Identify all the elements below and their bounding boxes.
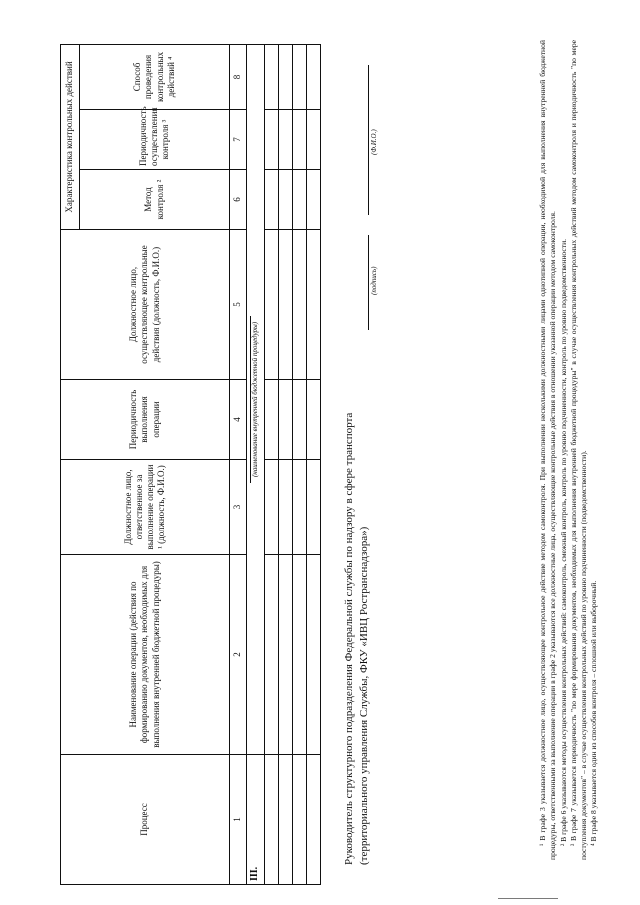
- header-operation: Наименование операции (действия по формированию документов, необходимых для выполнения внутренней бюджетной процедуры): [61, 555, 230, 755]
- header-control-periodicity: Периодичность осуществления контроля ³: [80, 110, 230, 170]
- control-table: [60, 44, 321, 885]
- header-controller: Должностное лицо, осуществляющее контрольные действия (должность, Ф.И.О.): [61, 230, 230, 380]
- head-line-2: (территориального управления Службы, ФКУ «ИВЦ Ространснадзора»): [358, 526, 370, 865]
- column-number: 3: [230, 460, 247, 555]
- header-control-group: Характеристика контрольных действий: [61, 44, 80, 229]
- section-label: III.: [247, 755, 265, 885]
- head-line-1: Руководитель структурного подразделения Федеральной службы по надзору в сфере транспорта: [343, 412, 355, 865]
- procedure-name-caption: (наименование внутренней бюджетной процедуры): [250, 316, 260, 483]
- column-number: 5: [230, 230, 247, 380]
- scan-artifact: [498, 898, 558, 899]
- column-number: 8: [230, 44, 247, 109]
- rotated-content: [20, 25, 620, 885]
- header-process: Процесс: [61, 755, 230, 885]
- section-header-row: [247, 44, 265, 884]
- footnotes: [538, 40, 600, 860]
- name-caption: (Ф.И.О.): [370, 129, 378, 155]
- signature-line: [368, 235, 369, 330]
- table-row: [264, 44, 278, 884]
- signature-caption: (подпись): [370, 266, 378, 295]
- column-number: 6: [230, 170, 247, 230]
- footnote: ² В графе 6 указываются методы осуществления контрольных действий: самоконтроль, смежный контроль, контроль по уровню подчиненности, контроль по уровню подведомственности.: [558, 238, 568, 846]
- header-method: Метод контроля ²: [80, 170, 230, 230]
- footnote: ³ В графе 7 указывается периодичность "по мере формирования документов, необходимых для выполнения внутренней бюджетной процедуры" в случае осуществления контрольных действий методом самоконтроля и периодичность "по мере поступления документов" – в случае осуществления контрольных действий по уровню подчиненности (подведомственности).: [568, 40, 588, 860]
- procedure-name-cell: [247, 44, 265, 754]
- header-control-way: Способ проведения контрольных действий ⁴: [80, 44, 230, 109]
- header-responsible: Должностное лицо, ответственное за выполнение операции ¹ (должность, Ф.И.О.): [61, 460, 230, 555]
- column-number: 7: [230, 110, 247, 170]
- header-periodicity: Периодичность выполнения операции: [61, 380, 230, 460]
- name-line: [368, 65, 369, 215]
- table-row: [306, 44, 320, 884]
- footnote: ⁴ В графе 8 указывается один из способов контроля – сплошной или выборочный.: [589, 580, 599, 846]
- table-row: [278, 44, 292, 884]
- column-number: 1: [230, 755, 247, 885]
- column-numbers-row: [230, 44, 247, 884]
- footnote: ¹ В графе 3 указывается должностное лицо, осуществляющее контрольное действие методом самоконтроля. При выполнении несколькими должностными лицами однотипной операции, необходимой для выполнения внутренней бюджетной процедуры, ответственными за выполнение операции в графе 2 указываются все должностные лица, осуществляющие контрольные действия в отношении указанной операции методом самоконтроля.: [538, 40, 558, 860]
- column-number: 4: [230, 380, 247, 460]
- column-number: 2: [230, 555, 247, 755]
- table-row: [292, 44, 306, 884]
